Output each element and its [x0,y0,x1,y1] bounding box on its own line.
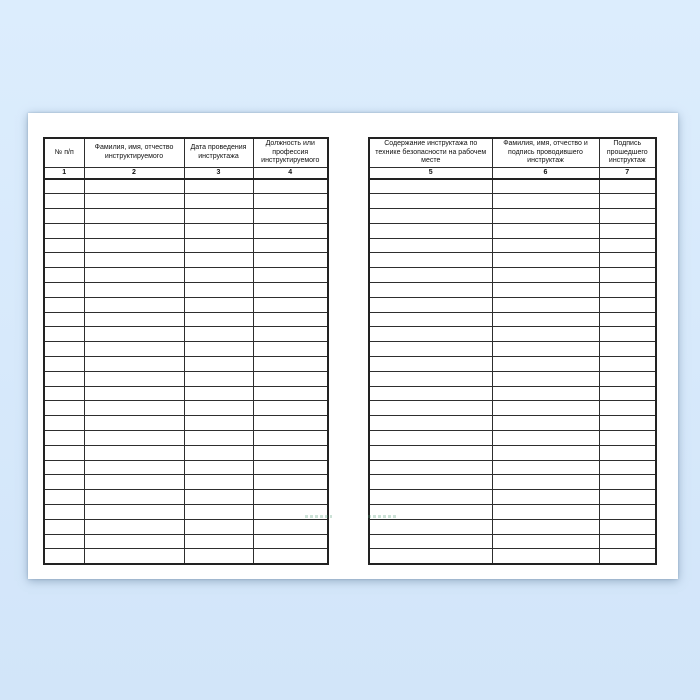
empty-entry-cell [369,253,492,268]
empty-entry-cell [369,431,492,446]
entry-row [369,297,656,312]
entry-row [369,312,656,327]
empty-entry-cell [84,505,184,520]
empty-entry-cell [492,416,599,431]
column-number: 6 [492,167,599,179]
entry-row [369,519,656,534]
column-header: Фамилия, имя, отчество и подпись проводившего инструктаж [492,138,599,167]
empty-entry-cell [369,445,492,460]
empty-entry-cell [492,194,599,209]
column-number: 1 [44,167,84,179]
empty-entry-cell [44,268,84,283]
empty-entry-cell [84,357,184,372]
column-header: Должность или профессия инструктируемого [253,138,328,167]
empty-entry-cell [599,475,656,490]
empty-entry-cell [84,416,184,431]
entry-row [44,431,328,446]
empty-entry-cell [369,460,492,475]
entry-row [44,179,328,194]
empty-entry-cell [184,209,253,224]
empty-entry-cell [599,297,656,312]
empty-entry-cell [184,460,253,475]
empty-entry-cell [44,297,84,312]
entry-row [44,445,328,460]
empty-entry-cell [492,223,599,238]
column-number: 5 [369,167,492,179]
empty-entry-cell [253,549,328,564]
entry-row [369,194,656,209]
empty-entry-cell [84,253,184,268]
empty-entry-cell [599,357,656,372]
empty-entry-cell [184,431,253,446]
empty-entry-cell [84,209,184,224]
empty-entry-cell [44,505,84,520]
empty-entry-cell [253,283,328,298]
empty-entry-cell [369,327,492,342]
empty-entry-cell [599,490,656,505]
empty-entry-cell [492,505,599,520]
entry-row [369,416,656,431]
empty-entry-cell [492,327,599,342]
empty-entry-cell [369,342,492,357]
empty-entry-cell [599,386,656,401]
empty-entry-cell [492,268,599,283]
empty-entry-cell [599,445,656,460]
empty-entry-cell [44,475,84,490]
empty-entry-cell [184,549,253,564]
empty-entry-cell [84,431,184,446]
empty-entry-cell [84,371,184,386]
empty-entry-cell [184,534,253,549]
entry-row [44,253,328,268]
entry-row [44,534,328,549]
empty-entry-cell [253,179,328,194]
empty-entry-cell [369,268,492,283]
empty-entry-cell [599,209,656,224]
empty-entry-cell [253,401,328,416]
empty-entry-cell [599,179,656,194]
empty-entry-cell [369,179,492,194]
empty-entry-cell [253,371,328,386]
entry-row [369,534,656,549]
entry-row [369,386,656,401]
empty-entry-cell [253,357,328,372]
entry-row [44,549,328,564]
entry-row [369,327,656,342]
entry-row [44,357,328,372]
entry-row [369,431,656,446]
empty-entry-cell [44,490,84,505]
empty-entry-cell [44,194,84,209]
entry-row [44,209,328,224]
right-page-table [368,137,657,565]
empty-entry-cell [599,223,656,238]
empty-entry-cell [369,549,492,564]
entry-row [369,460,656,475]
empty-entry-cell [184,312,253,327]
empty-entry-cell [369,519,492,534]
empty-entry-cell [44,549,84,564]
empty-entry-cell [492,534,599,549]
empty-entry-cell [599,519,656,534]
empty-entry-cell [84,223,184,238]
empty-entry-cell [253,386,328,401]
column-header: Содержание инструктажа по технике безопасности на рабочем месте [369,138,492,167]
empty-entry-cell [184,357,253,372]
entry-row [369,357,656,372]
entry-row [369,371,656,386]
empty-entry-cell [369,534,492,549]
empty-entry-cell [84,401,184,416]
right-page-table-area [368,137,657,565]
empty-entry-cell [492,445,599,460]
entry-row [44,460,328,475]
empty-entry-cell [599,549,656,564]
column-header-row [369,138,656,167]
empty-entry-cell [369,283,492,298]
empty-entry-cell [599,194,656,209]
empty-entry-cell [253,431,328,446]
empty-entry-cell [492,431,599,446]
column-header: Подпись прошедшего инструктаж [599,138,656,167]
entry-row [369,401,656,416]
empty-entry-cell [253,268,328,283]
entry-row [44,342,328,357]
entry-row [369,223,656,238]
empty-entry-cell [44,534,84,549]
entry-row [369,549,656,564]
empty-entry-cell [84,268,184,283]
empty-entry-cell [84,312,184,327]
empty-entry-cell [253,238,328,253]
empty-entry-cell [492,386,599,401]
empty-entry-cell [253,416,328,431]
entry-row [369,505,656,520]
empty-entry-cell [492,519,599,534]
empty-entry-cell [253,475,328,490]
entry-row [44,416,328,431]
empty-entry-cell [253,223,328,238]
entry-row [44,297,328,312]
entry-row [44,401,328,416]
empty-entry-cell [253,534,328,549]
empty-entry-cell [369,386,492,401]
empty-entry-cell [84,534,184,549]
column-number-row [44,167,328,179]
entry-row [369,490,656,505]
empty-entry-cell [599,312,656,327]
empty-entry-cell [84,194,184,209]
empty-entry-cell [84,519,184,534]
empty-entry-cell [492,209,599,224]
empty-entry-cell [253,327,328,342]
empty-entry-cell [184,238,253,253]
empty-entry-cell [184,519,253,534]
empty-entry-cell [84,445,184,460]
entry-row [44,490,328,505]
empty-entry-cell [184,371,253,386]
column-header-row [44,138,328,167]
empty-entry-cell [84,475,184,490]
empty-entry-cell [599,460,656,475]
empty-entry-cell [184,194,253,209]
empty-entry-cell [44,238,84,253]
empty-entry-cell [492,297,599,312]
empty-entry-cell [492,283,599,298]
empty-entry-cell [492,342,599,357]
empty-entry-cell [369,312,492,327]
column-number-row [369,167,656,179]
empty-entry-cell [369,357,492,372]
empty-entry-cell [184,475,253,490]
empty-entry-cell [84,297,184,312]
empty-entry-cell [253,519,328,534]
empty-entry-cell [253,460,328,475]
empty-entry-cell [599,371,656,386]
empty-entry-cell [599,534,656,549]
empty-entry-cell [44,371,84,386]
empty-entry-cell [84,179,184,194]
empty-entry-cell [253,342,328,357]
empty-entry-cell [253,194,328,209]
empty-entry-cell [492,460,599,475]
entry-row [44,505,328,520]
empty-entry-cell [599,268,656,283]
entry-row [44,327,328,342]
empty-entry-cell [44,416,84,431]
empty-entry-cell [84,283,184,298]
empty-entry-cell [599,283,656,298]
column-number: 4 [253,167,328,179]
empty-entry-cell [44,179,84,194]
entry-row [369,342,656,357]
empty-entry-cell [599,431,656,446]
empty-entry-cell [44,327,84,342]
empty-entry-cell [599,342,656,357]
entry-row [369,209,656,224]
empty-entry-cell [369,416,492,431]
empty-entry-cell [184,342,253,357]
empty-entry-cell [253,490,328,505]
empty-entry-cell [184,268,253,283]
entry-row [369,238,656,253]
entry-row [369,253,656,268]
empty-entry-cell [492,253,599,268]
empty-entry-cell [369,223,492,238]
empty-entry-cell [369,490,492,505]
empty-entry-cell [599,416,656,431]
column-header: № п/п [44,138,84,167]
empty-entry-cell [492,490,599,505]
journal-spread-paper [28,113,678,579]
entry-row [44,268,328,283]
column-number: 3 [184,167,253,179]
entry-row [369,268,656,283]
entry-row [44,475,328,490]
entry-row [369,475,656,490]
empty-entry-cell [599,253,656,268]
empty-entry-cell [369,475,492,490]
empty-entry-cell [184,386,253,401]
empty-entry-cell [44,312,84,327]
empty-entry-cell [44,519,84,534]
empty-entry-cell [253,505,328,520]
empty-entry-cell [184,179,253,194]
entry-row [369,179,656,194]
empty-entry-cell [184,297,253,312]
empty-entry-cell [369,209,492,224]
empty-entry-cell [184,327,253,342]
empty-entry-cell [84,549,184,564]
empty-entry-cell [44,386,84,401]
column-number: 2 [84,167,184,179]
empty-entry-cell [369,297,492,312]
empty-entry-cell [44,401,84,416]
empty-entry-cell [184,505,253,520]
empty-entry-cell [253,253,328,268]
entry-row [369,445,656,460]
empty-entry-cell [84,386,184,401]
empty-entry-cell [599,505,656,520]
empty-entry-cell [44,445,84,460]
entry-row [44,238,328,253]
column-number: 7 [599,167,656,179]
column-header: Фамилия, имя, отчество инструктируемого [84,138,184,167]
left-page-table [43,137,329,565]
empty-entry-cell [84,327,184,342]
empty-entry-cell [184,223,253,238]
empty-entry-cell [44,209,84,224]
empty-entry-cell [492,357,599,372]
entry-row [44,371,328,386]
entry-row [369,283,656,298]
empty-entry-cell [44,223,84,238]
empty-entry-cell [369,401,492,416]
left-page-table-area [43,137,329,565]
empty-entry-cell [492,475,599,490]
empty-entry-cell [84,238,184,253]
empty-entry-cell [44,253,84,268]
empty-entry-cell [44,357,84,372]
empty-entry-cell [44,460,84,475]
empty-entry-cell [492,312,599,327]
entry-row [44,519,328,534]
empty-entry-cell [492,179,599,194]
empty-entry-cell [599,401,656,416]
empty-entry-cell [44,431,84,446]
empty-entry-cell [44,283,84,298]
empty-entry-cell [184,283,253,298]
empty-entry-cell [492,238,599,253]
entry-row [44,386,328,401]
empty-entry-cell [44,342,84,357]
empty-entry-cell [369,505,492,520]
empty-entry-cell [492,549,599,564]
empty-entry-cell [253,445,328,460]
entry-row [44,283,328,298]
empty-entry-cell [492,401,599,416]
empty-entry-cell [84,490,184,505]
empty-entry-cell [184,490,253,505]
entry-row [44,223,328,238]
empty-entry-cell [369,194,492,209]
entry-row [44,194,328,209]
empty-entry-cell [184,416,253,431]
entry-row [44,312,328,327]
column-header: Дата проведения инструктажа [184,138,253,167]
empty-entry-cell [184,445,253,460]
empty-entry-cell [492,371,599,386]
empty-entry-cell [84,342,184,357]
empty-entry-cell [184,401,253,416]
empty-entry-cell [599,238,656,253]
empty-entry-cell [84,460,184,475]
empty-entry-cell [369,371,492,386]
empty-entry-cell [184,253,253,268]
empty-entry-cell [253,209,328,224]
empty-entry-cell [599,327,656,342]
empty-entry-cell [369,238,492,253]
empty-entry-cell [253,297,328,312]
empty-entry-cell [253,312,328,327]
